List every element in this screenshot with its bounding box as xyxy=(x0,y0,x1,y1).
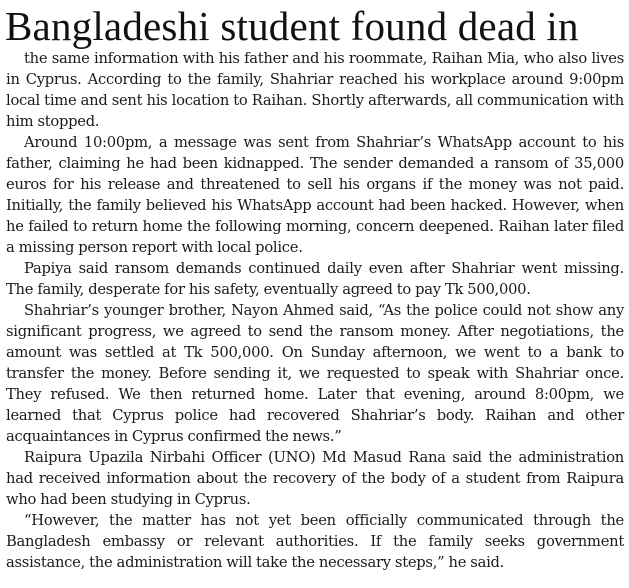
article-paragraph: Papiya said ransom demands continued daily even after Shahriar went missing. The family, desperate for his safety, eventually agreed to pay Tk 500,000. xyxy=(6,260,624,298)
article-paragraph: “However, the matter has not yet been officially communicated through the Bangladesh embassy or relevant authorities. If the family seeks government assistance, the administration will take the necessary steps,” he said. xyxy=(6,512,624,571)
article-paragraph: the same information with his father and his roommate, Raihan Mia, who also lives in Cyprus. According to the family, Shahriar reached his workplace around 9:00pm local time and sent his location to Raihan. Shortly afterwards, all communication with him stopped. xyxy=(6,50,624,130)
article-headline: Bangladeshi student found dead in xyxy=(5,3,579,49)
article-paragraph: Raipura Upazila Nirbahi Officer (UNO) Md Masud Rana said the administration had received information about the recovery of the body of a student from Raipura who had been studying in Cyprus. xyxy=(6,449,624,508)
article-body xyxy=(6,48,624,573)
article-paragraph: Around 10:00pm, a message was sent from Shahriar’s WhatsApp account to his father, claiming he had been kidnapped. The sender demanded a ransom of 35,000 euros for his release and threatened to sell his organs if the money was not paid. Initially, the family believed his WhatsApp account had been hacked. However, when he failed to return home the following morning, concern deepened. Raihan later filed a missing person report with local police. xyxy=(6,134,624,256)
article-paragraph: Shahriar’s younger brother, Nayon Ahmed said, “As the police could not show any significant progress, we agreed to send the ransom money. After negotiations, the amount was settled at Tk 500,000. On Sunday afternoon, we went to a bank to transfer the money. Before sending it, we requested to speak with Shahriar once. They refused. We then returned home. Later that evening, around 8:00pm, we learned that Cyprus police had recovered Shahriar’s body. Raihan and other acquaintances in Cyprus confirmed the news.” xyxy=(6,302,624,445)
